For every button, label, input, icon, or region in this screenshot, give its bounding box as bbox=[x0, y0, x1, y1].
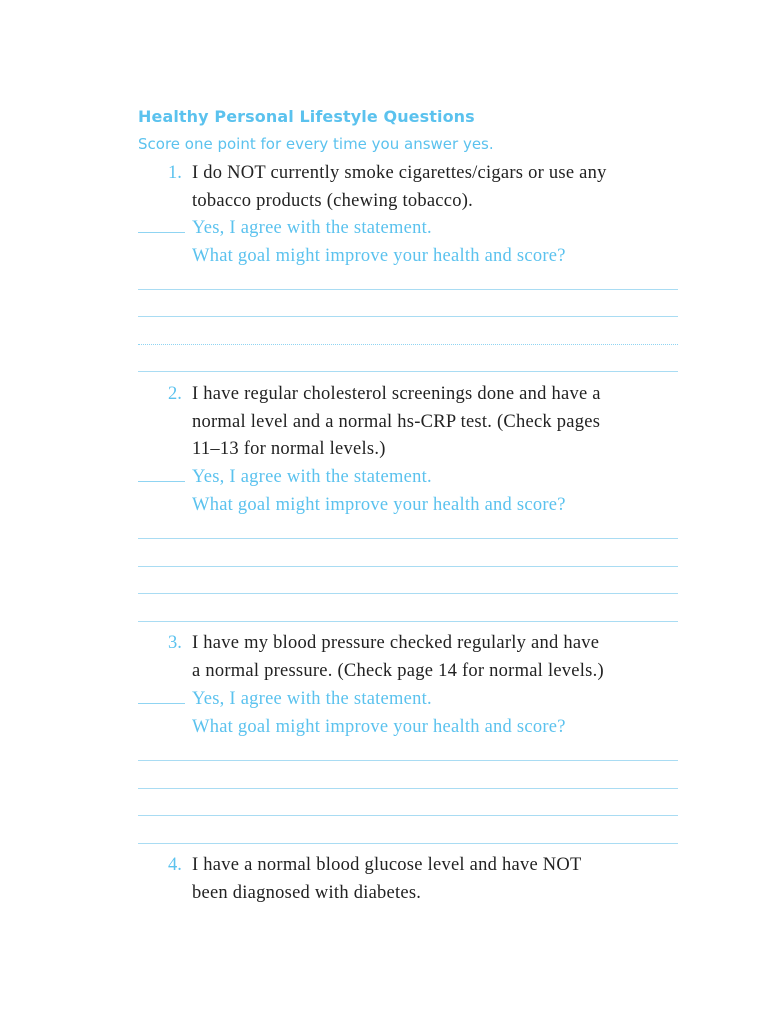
question-text-line: I have my blood pressure checked regularly and have bbox=[192, 633, 600, 653]
section-heading: Healthy Personal Lifestyle Questions bbox=[138, 107, 475, 126]
yes-agree-label: Yes, I agree with the statement. bbox=[192, 218, 432, 238]
question-number: 2. bbox=[168, 384, 182, 404]
answer-line[interactable] bbox=[138, 815, 678, 816]
question-text-line: I have a normal blood glucose level and have NOT bbox=[192, 855, 582, 875]
answer-line[interactable] bbox=[138, 316, 678, 317]
question-text-line: I do NOT currently smoke cigarettes/cigars or use any bbox=[192, 163, 607, 183]
answer-line[interactable] bbox=[138, 289, 678, 290]
yes-checkbox-blank[interactable] bbox=[138, 481, 185, 482]
question-number: 4. bbox=[168, 855, 182, 875]
answer-line[interactable] bbox=[138, 760, 678, 761]
answer-line[interactable] bbox=[138, 344, 678, 345]
answer-line[interactable] bbox=[138, 538, 678, 539]
question-text-line: a normal pressure. (Check page 14 for normal levels.) bbox=[192, 660, 604, 681]
yes-checkbox-blank[interactable] bbox=[138, 232, 185, 233]
answer-line[interactable] bbox=[138, 843, 678, 844]
section-instructions: Score one point for every time you answer yes. bbox=[138, 135, 494, 153]
goal-prompt: What goal might improve your health and score? bbox=[192, 495, 566, 515]
question-text-line: normal level and a normal hs-CRP test. (Check pages bbox=[192, 411, 601, 432]
question-number: 1. bbox=[168, 163, 182, 183]
yes-agree-label: Yes, I agree with the statement. bbox=[192, 467, 432, 487]
question-text-line: been diagnosed with diabetes. bbox=[192, 882, 422, 903]
question-text bbox=[192, 381, 692, 464]
question-text-line: 11–13 for normal levels.) bbox=[192, 439, 386, 459]
yes-checkbox-blank[interactable] bbox=[138, 703, 185, 704]
goal-prompt: What goal might improve your health and score? bbox=[192, 717, 566, 737]
answer-line[interactable] bbox=[138, 621, 678, 622]
question-text-line: tobacco products (chewing tobacco). bbox=[192, 190, 474, 211]
yes-agree-label: Yes, I agree with the statement. bbox=[192, 689, 432, 709]
answer-line[interactable] bbox=[138, 371, 678, 372]
answer-line[interactable] bbox=[138, 593, 678, 594]
answer-line[interactable] bbox=[138, 788, 678, 789]
question-number: 3. bbox=[168, 633, 182, 653]
question-text bbox=[192, 630, 692, 685]
question-text bbox=[192, 160, 692, 215]
answer-line[interactable] bbox=[138, 566, 678, 567]
question-text-line: I have regular cholesterol screenings done and have a bbox=[192, 384, 601, 404]
goal-prompt: What goal might improve your health and score? bbox=[192, 246, 566, 266]
question-text bbox=[192, 852, 692, 907]
